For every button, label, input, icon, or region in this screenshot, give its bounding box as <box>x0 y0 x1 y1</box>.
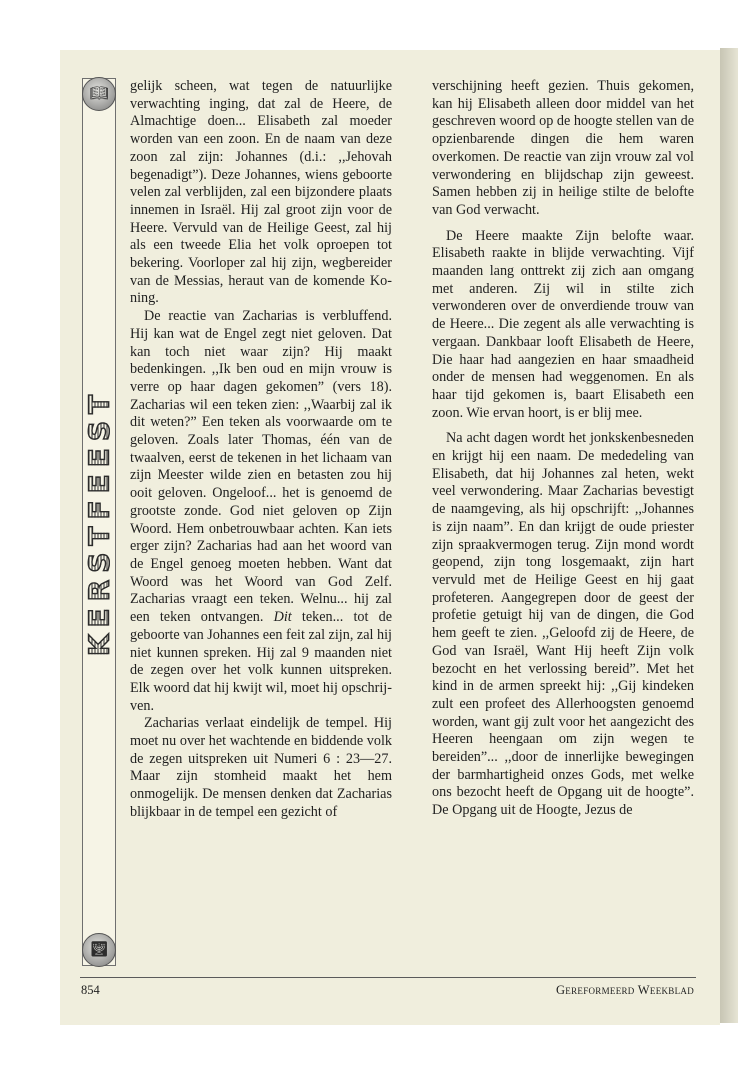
paragraph: Zacharias verlaat eindelijk de tempel. Hij moet nu over het wachtende en biddende volk de zegen uitspreken uit Numeri 6 : 23—27. Maar zijn stomheid maakt het hem onmogelijk. De mensen denken dat Zacharias blijkbaar in de tempel een gezicht of <box>130 715 392 820</box>
paragraph: De Heere maakte Zijn belofte waar. Elisabeth raakte in blijde verwachting. Vijf maanden lang onttrekt zij zich aan omgang met anderen. Zij wil in stilte zich verwonderen over de onverdiende trouw van de Heere... Die zegent als alle verwachting is vergaan. Dankbaar looft Elisabeth de Heere, Die haar had aangezien en haar smaadheid onder de mensen had weggenomen. En als haar tijd gekomen is, baart Elisabeth een zoon. Wie ervan hoort, is er blij mee. <box>432 227 694 421</box>
book-emblem-icon: 📖︎ <box>82 77 116 111</box>
paragraph: gelijk scheen, wat tegen de natuurlijke verwachting inging, dat zal de Heere, de Almachtige doen... Elisabeth zal moeder worden van een zoon. En de naam van deze zoon zal zijn: Johannes (d.i.: ,,Jehovah begenadigt”). Deze Johannes, wiens geboorte velen zal verblijden, zal een bijzondere plaats innemen in Israël. Hij zal groot zijn voor de Heere. Vervuld van de Heilige Geest, zal hij als een tweede Elia het volk oproepen tot bekering. Voorloper zal hij zijn, wegbereider van de Messias, heraut van de komende Koning. <box>130 78 392 307</box>
paragraph-text: De reactie van Zacharias is verbluffend. Hij kan wat de Engel zegt niet geloven. Dat kan toch niet waar zijn? Hij maakt bedenkingen. ,,Ik ben oud en mijn vrouw is verre op haar dagen gekomen” (vers 18). Zacharias wil een teken zien: ,,Waarbij zal ik dit weten?” Een teken als voorwaarde om te geloven. Zoals later Thomas, één van de twaalven, eerst de tekenen in het lichaam van zijn Meester wilde zien en betasten zou hij ooit geloven. Ongeloof... het is genoemd de grootste zonde. God niet geloven op Zijn Woord. Hem onbetrouwbaar achten. Kan iets erger zijn? Zacharias had aan het woord van de Engel genoeg moeten hebben. Want dat Woord was het Woord van God Zelf. Zacharias vraagt een teken. Welnu... hij zal een teken ontvangen. <box>130 308 392 626</box>
page-spine <box>720 48 738 1023</box>
paragraph-text: teken... tot de geboorte van Johannes een feit zal zijn, zal hij niet kunnen spreken. Hij zal 9 maanden niet de zegen over het volk kunnen uitspreken. Elk woord dat hij kwijt wil, moet hij opschrijven. <box>130 609 392 714</box>
page-number: 854 <box>81 983 100 997</box>
paragraph: verschijning heeft gezien. Thuis gekomen, kan hij Elisabeth alleen door middel van het geschreven woord op de hoogte stellen van de opzienbarende dingen die hem waren overkomen. De reactie van zijn vrouw zal vol verwondering en blijdschap zijn geweest. Samen hebben zij in heilige stilte de belofte van God verwacht. <box>432 78 694 218</box>
section-banner <box>82 78 116 966</box>
paragraph <box>130 308 392 715</box>
banner-title: KERSTFEEST <box>82 387 116 657</box>
publication-name: Gereformeerd Weekblad <box>555 983 694 997</box>
text-column-left <box>130 78 392 822</box>
menorah-emblem-icon: 🕎︎ <box>82 933 116 967</box>
footer-rule <box>80 977 696 978</box>
emphasis-text: Dit <box>273 609 292 626</box>
paragraph: Na acht dagen wordt het jonkskenbesneden en krijgt hij een naam. De mededeling van Elisabeth, dat hij Johannes zal heten, wekt veel verwondering. Maar Zacharias bevestigt de naamgeving, als hij opschrijft: ,,Johannes is zijn naam”. En dan krijgt de oude priester zijn spraakvermogen terug. Zijn mond wordt geopend, zijn tong losgemaakt, zijn hart vervuld met de Heilige Geest en hij gaat profeteren. Aangegrepen door de geest der profetie getuigt hij van de dingen, die God hem geeft te zien. ,,Geloofd zij de Heere, de God van Israël, Want Hij heeft Zijn volk bezocht en het verlossing bereid”. Met het kind in de armen spreekt hij: ,,Gij kindeken zult een profeet des Allerhoogsten genoemd worden, want gij zult voor het aangezicht des Heeren heengaan om zijn wegen te bereiden”... ,,door de innerlijke bewegingen der barmhartigheid onzes Gods, met welke ons bezocht heeft de Opgang uit de hoogte”. De Opgang uit de Hoogte, Jezus de <box>432 430 694 819</box>
text-column-right <box>432 78 694 820</box>
